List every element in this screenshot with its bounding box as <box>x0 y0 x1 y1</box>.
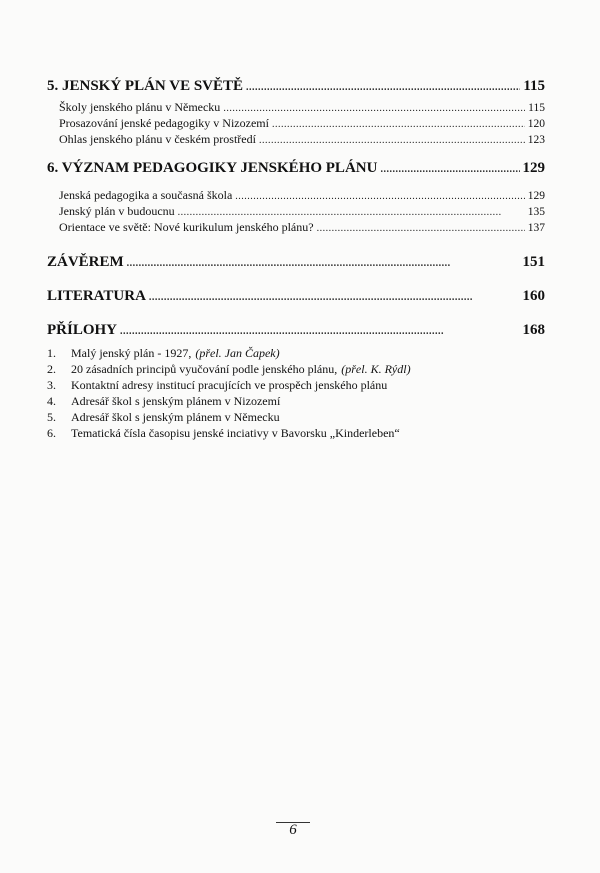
appendix-note: (přel. K. Rýdl) <box>341 362 411 376</box>
dot-leader <box>127 258 520 269</box>
toc-section-title: LITERATURA <box>47 288 146 304</box>
toc-section-title: 6. VÝZNAM PEDAGOGIKY JENSKÉHO PLÁNU <box>47 160 378 176</box>
appendix-item <box>47 394 545 410</box>
toc-page-number: 129 <box>527 190 545 202</box>
toc-item <box>59 220 545 236</box>
appendix-item <box>47 346 545 362</box>
table-of-contents <box>47 78 545 442</box>
appendix-text: Tematická čísla časopisu jenské inciativy v Bavorsku „Kinderleben“ <box>71 426 400 440</box>
toc-page-number: 135 <box>527 206 545 218</box>
dot-leader <box>259 135 525 146</box>
toc-item <box>59 204 545 220</box>
appendix-number: 3. <box>47 378 56 392</box>
appendix-text: 20 zásadních principů vyučování podle jenského plánu, <box>71 362 338 376</box>
toc-page-number: 120 <box>527 118 545 130</box>
toc-item-title: Jenská pedagogika a současná škola <box>59 188 233 202</box>
dot-leader <box>223 103 525 114</box>
toc-item <box>59 116 545 132</box>
appendix-number: 1. <box>47 346 56 360</box>
toc-page-number: 168 <box>522 322 545 338</box>
appendix-text: Adresář škol s jenským plánem v Nizozemí <box>71 394 281 408</box>
dot-leader <box>246 82 520 93</box>
toc-item <box>59 188 545 204</box>
toc-item <box>59 100 545 116</box>
toc-section-title: 5. JENSKÝ PLÁN VE SVĚTĚ <box>47 78 244 94</box>
appendix-number: 5. <box>47 410 56 424</box>
toc-item-title: Školy jenského plánu v Německu <box>59 100 221 114</box>
appendix-text: Adresář škol s jenským plánem v Německu <box>71 410 280 424</box>
appendix-number: 2. <box>47 362 56 376</box>
toc-page-number: 129 <box>522 160 545 176</box>
appendix-item <box>47 410 545 426</box>
dot-leader <box>235 191 524 202</box>
toc-section-conclusion <box>47 254 545 276</box>
appendix-item <box>47 426 545 442</box>
toc-item-title: Prosazování jenské pedagogiky v Nizozemí <box>59 116 269 130</box>
toc-page-number: 115 <box>528 102 545 114</box>
appendix-item <box>47 362 545 378</box>
appendix-number: 6. <box>47 426 56 440</box>
dot-leader <box>178 207 525 218</box>
toc-section-6 <box>47 160 545 182</box>
appendix-number: 4. <box>47 394 56 408</box>
toc-section-title: ZÁVĚREM <box>47 254 124 270</box>
dot-leader <box>272 119 525 130</box>
toc-item-title: Jenský plán v budoucnu <box>59 204 175 218</box>
toc-section-appendices <box>47 322 545 344</box>
dot-leader <box>317 223 525 234</box>
appendix-text: Kontaktní adresy institucí pracujících ve prospěch jenského plánu <box>71 378 388 392</box>
appendix-list <box>47 346 545 442</box>
toc-page-number: 151 <box>522 254 545 270</box>
page-number: 6 <box>289 822 297 838</box>
appendix-note: (přel. Jan Čapek) <box>195 346 280 360</box>
toc-page-number: 137 <box>527 222 545 234</box>
toc-item <box>59 132 545 148</box>
toc-page-number: 115 <box>523 78 545 94</box>
dot-leader <box>149 292 520 303</box>
toc-item-title: Orientace ve světě: Nové kurikulum jenského plánu? <box>59 220 314 234</box>
appendix-text: Malý jenský plán - 1927, <box>71 346 192 360</box>
toc-page-number: 160 <box>522 288 545 304</box>
dot-leader <box>120 326 519 337</box>
toc-section-title: PŘÍLOHY <box>47 322 118 338</box>
toc-item-title: Ohlas jenského plánu v českém prostředí <box>59 132 256 146</box>
toc-section-5 <box>47 78 545 100</box>
toc-page-number: 123 <box>527 134 545 146</box>
dot-leader <box>380 164 519 175</box>
toc-section-literature <box>47 288 545 310</box>
appendix-item <box>47 378 545 394</box>
